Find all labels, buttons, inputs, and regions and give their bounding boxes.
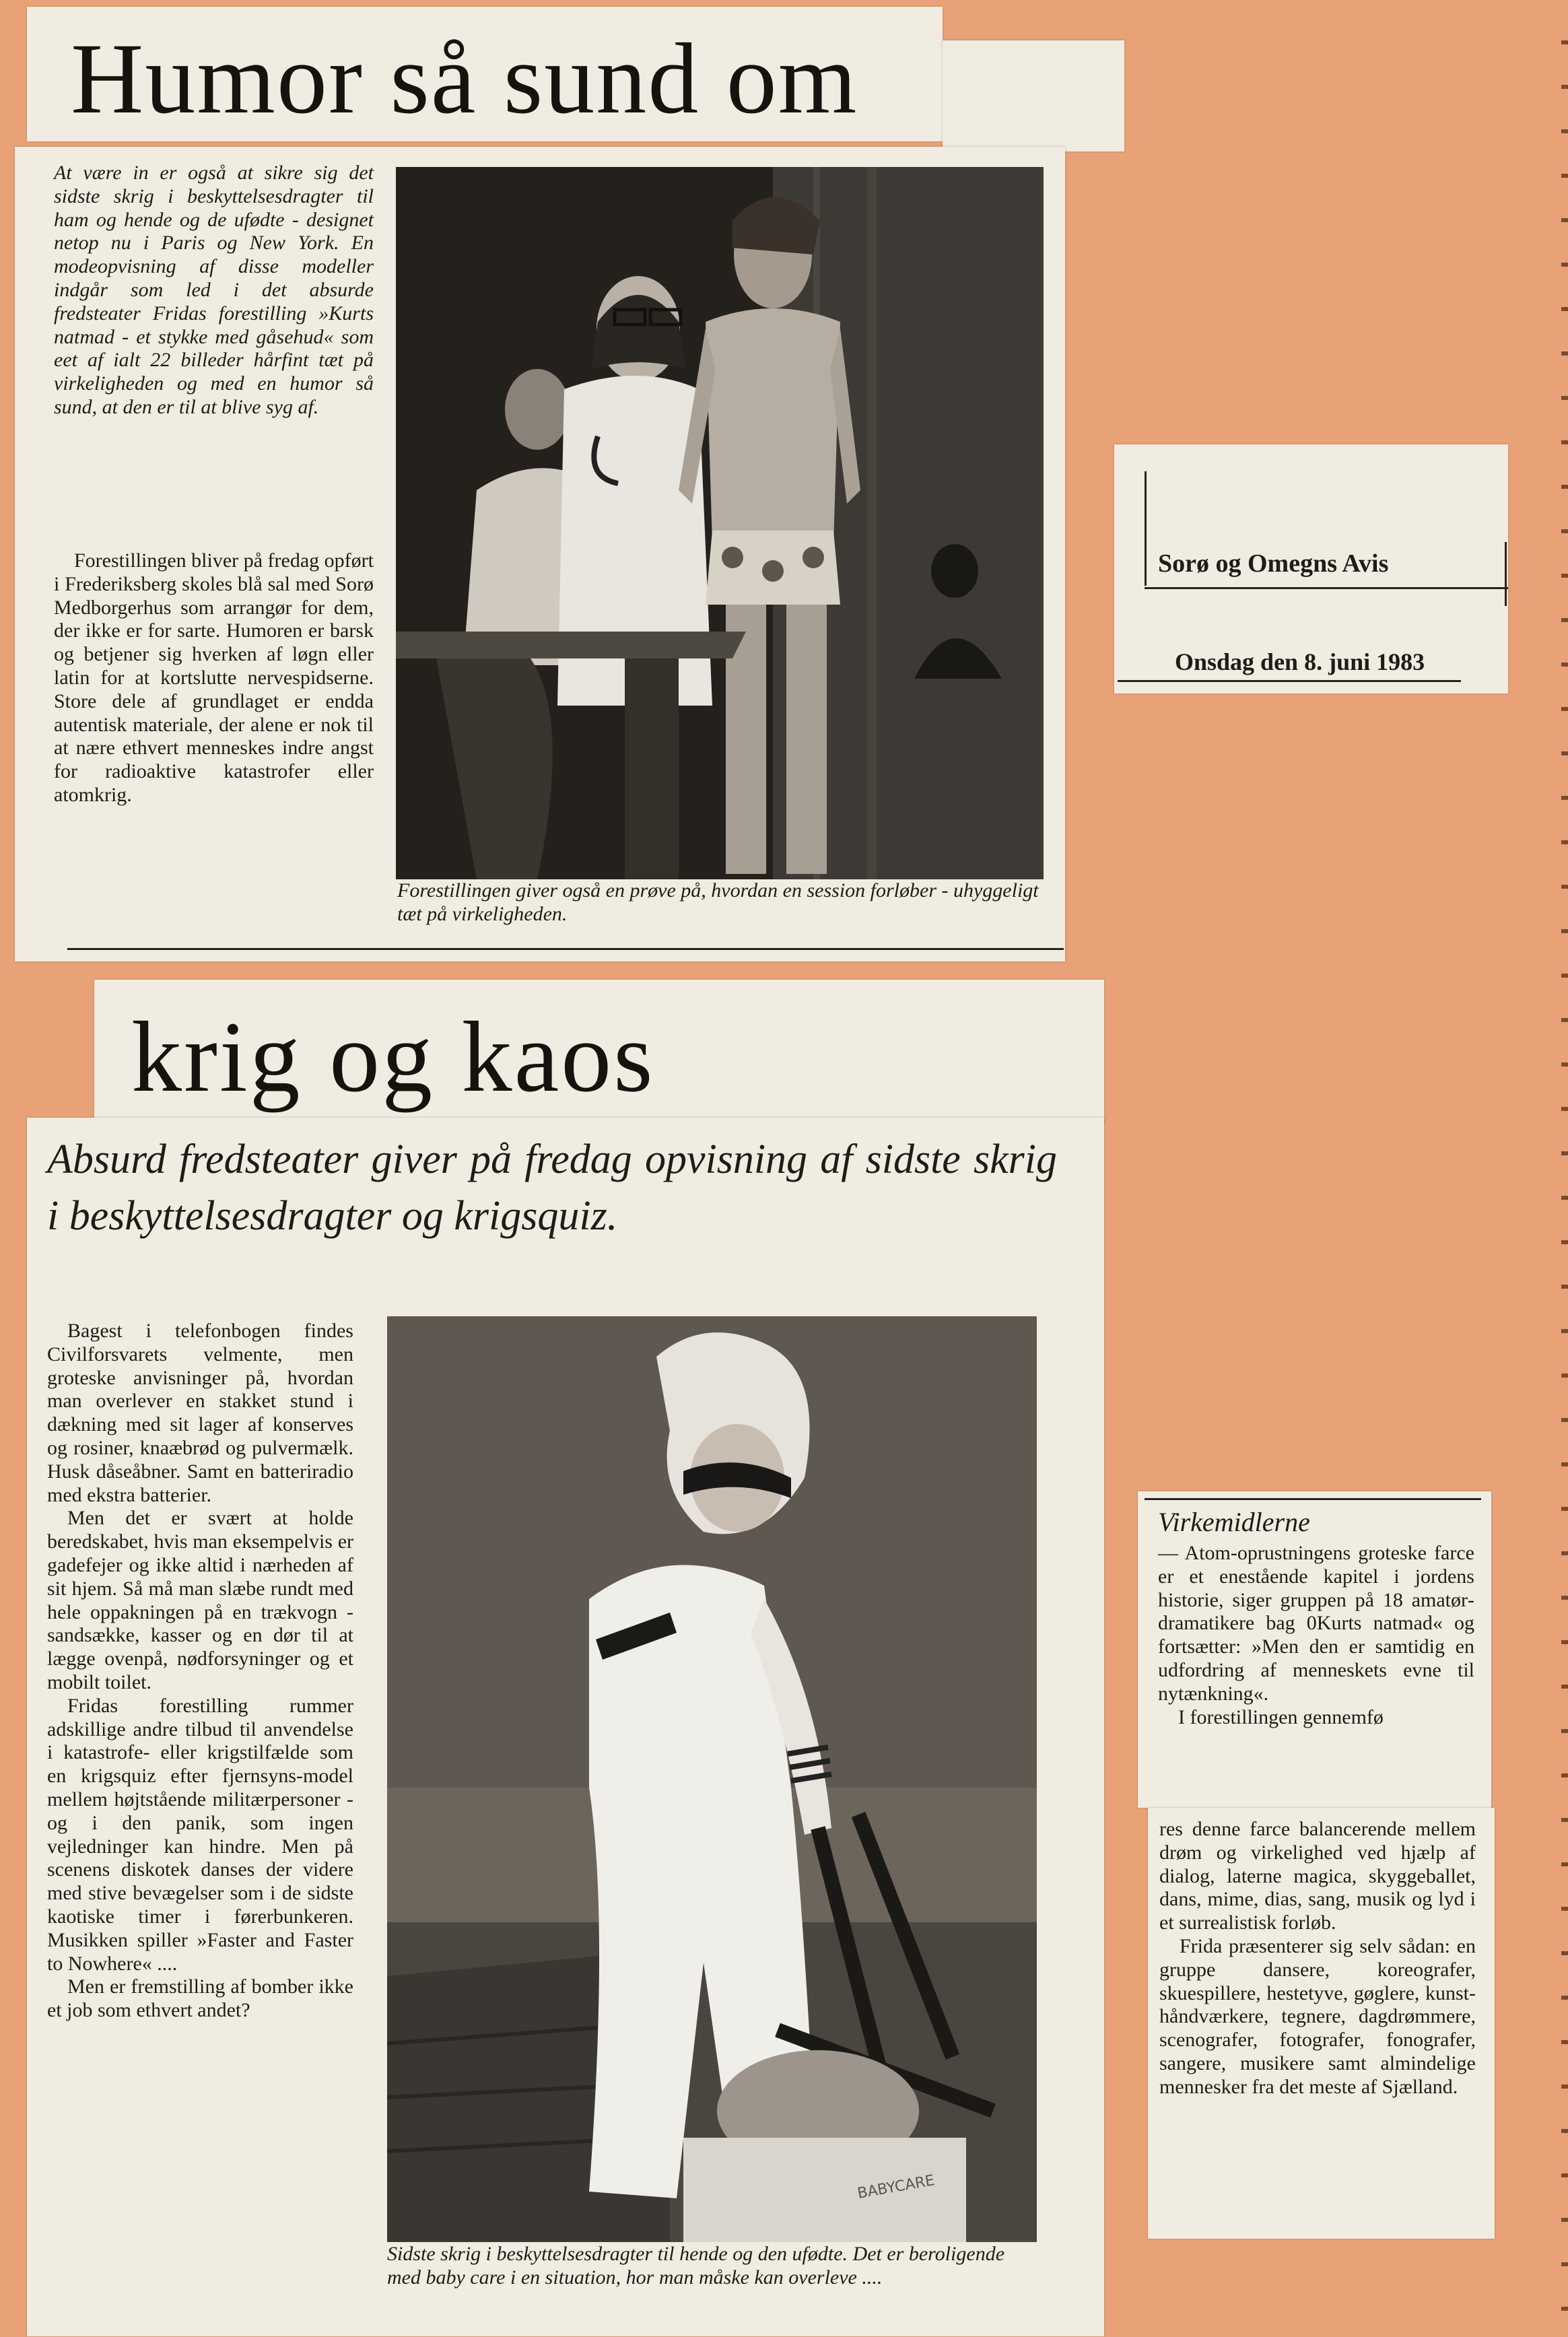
article2-subheadline: Absurd fredsteater giver på fredag opvisning af sidste skrig i beskyttelsesdragter og krigsquiz. — [47, 1137, 1057, 1239]
article1-headline-tail-strip — [943, 40, 1124, 151]
article1-headline: Humor så sund om — [71, 23, 858, 135]
source-rule-bottom — [1118, 680, 1461, 682]
source-date: Onsdag den 8. juni 1983 — [1175, 648, 1425, 675]
article1-bottom-rule — [67, 948, 1064, 950]
sidebar-top-rule — [1145, 1498, 1481, 1500]
article2-col1-p1: Bagest i telefonbogen findes Civilforsvarets velmente, men groteske anvisninger på, hvordan man overlever en stakket stund i dækning med sit lager af konserves og rosiner, knaæbrød og pulvermælk. Husk dåseåbner. Samt en batteriradio med ekstra batterier. — [47, 1320, 353, 1506]
article2-col1-p4: Men er fremstilling af bomber ikke et job som ethvert andet? — [47, 1975, 353, 2022]
sidebar-p1: — Atom-oprustningens groteske farce er et enestående kapitel i jordens historie, siger gruppen på 18 amatørdramatikere bag 0Kurts natmad« og fortsætter: »Men den er samtidig en udfordring af menneskets evne til nytænkning«. — [1158, 1542, 1474, 1705]
article1-body-text: Forestillingen bliver på fredag opført i Frederiksberg skoles blå sal med Sorø Medborgerhus som arrangør for dem, der ikke er for sarte. Humoren er barsk og betjener sig hverken af løgn eller latin for at kortslutte nervespidserne. Store dele af grundlaget er endda autentisk materiale, der alene er nok til at nære ethvert menneskes indre angst for radioaktive katastrofer eller atomkrig. — [54, 549, 374, 806]
source-rule-top — [1145, 587, 1508, 589]
sidebar-col-bottom — [1159, 1818, 1476, 2099]
binder-edge — [1561, 0, 1568, 2337]
sidebar-col-top — [1158, 1542, 1474, 1729]
sidebar-p3: res denne farce balancerende mellem drøm og virkelighed ved hjælp af dialog, laterne magica, skyggeballet, dans, mime, dias, sang, musik og lyd i et surrealistisk forløb. — [1159, 1818, 1476, 1934]
article1-lead — [54, 162, 374, 419]
sidebar-p4: Frida præsenterer sig selv sådan: en gruppe dansere, koreografer, skuespillere, hestetyve, gøglere, kunsthåndværkere, tegnere, dagdrømmere, scenografer, fotografer, fonografer, sangere, musikere samt almindelige mennesker fra det meste af Sjælland. — [1159, 1934, 1476, 2098]
source-rule-right — [1505, 542, 1507, 606]
article2-col1-p3: Fridas forestilling rummer adskillige andre tilbud til anvendelse i katastrofe- eller krigstilfælde som en krigsquiz efter fjernsyns-model mellem højtstående militærpersoner - og i den panik, som ingen vejledninger kan hindre. Men på scenens diskotek danses der videre med stive bevægelser som i de sidste kaotiske timer i førerbunkeren. Musikken spiller »Faster and Faster to Nowhere« .... — [47, 1694, 353, 1975]
article1-photo-caption: Forestillingen giver også en prøve på, hvordan en session forløber - uhyggeligt tæt på virkeligheden. — [397, 879, 1039, 925]
article2-photo — [387, 1316, 1037, 2242]
sidebar-p2: I forestillingen gennemfø — [1178, 1705, 1384, 1728]
article1-lead-text: At være in er også at sikre sig det sidste skrig i beskyttelsesdragter til ham og hende og de ufødte - designet netop nu i Paris og New York. En modeopvisning af disse modeller indgår som led i det absurde fredsteater Fridas forestilling »Kurts natmad - et stykke med gåsehud« som eet af ialt 22 billeder hårfint tæt på virkeligheden og med en humor så sund, at den er til at blive syg af. — [54, 162, 374, 418]
sidebar-heading: Virkemidlerne — [1158, 1507, 1310, 1537]
article2-col1-p2: Men det er svært at holde beredskabet, hvis man eksempelvis er gadefejer og ikke altid i nærheden af sit hjem. Så må man slæbe rundt med hele oppakningen på en trækvogn - sandsække, kasser og en dør til at lægge ovenpå, nødforsyninger og et mobilt toilet. — [47, 1507, 353, 1693]
source-rule-left — [1145, 471, 1147, 586]
source-paper-name: Sorø og Omegns Avis — [1158, 549, 1389, 578]
protective-suit-image — [387, 1316, 1037, 2242]
article2-headline: krig og kaos — [131, 1001, 655, 1113]
article2-photo-caption: Sidste skrig i beskyttelsesdragter til hende og den ufødte. Det er beroligende med baby care i en situation, hor man måske kan overleve .... — [387, 2243, 1005, 2289]
article1-photo — [396, 167, 1044, 879]
article1-body — [54, 549, 374, 807]
article2-col1 — [47, 1320, 353, 2023]
babycare-box-label: BABYCARE — [856, 2172, 936, 2202]
stage-performers-image — [396, 167, 1044, 879]
